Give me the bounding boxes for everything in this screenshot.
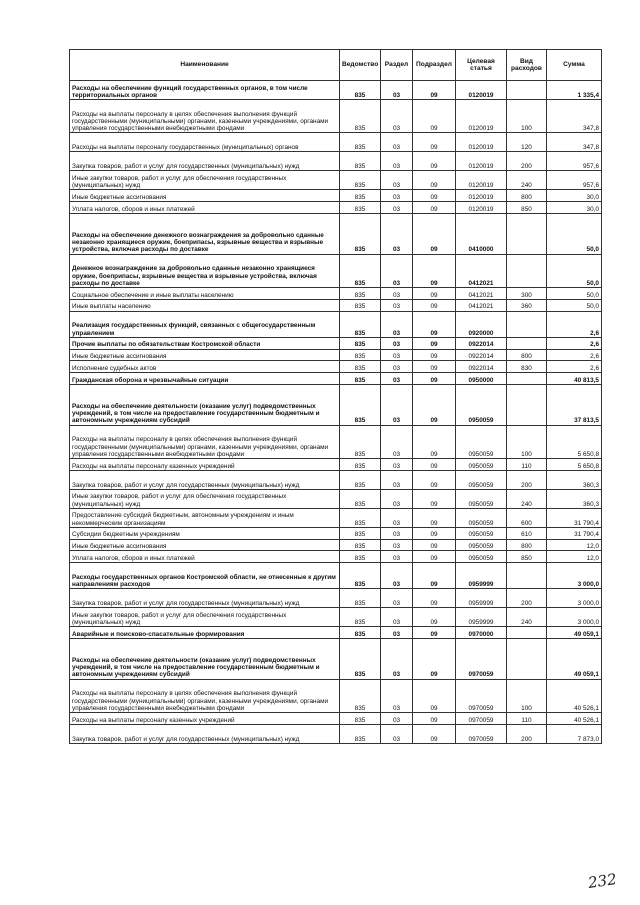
cell-summa: 3 000,0 xyxy=(547,563,602,589)
cell-vedomstvo: 835 xyxy=(340,508,381,527)
cell-name: Расходы на обеспечение функций государственных органов, в том числе территориальных органов xyxy=(70,81,340,100)
cell-vid-rashodov: 200 xyxy=(507,152,547,171)
cell-podrazdel: 09 xyxy=(413,508,456,527)
cell-vid-rashodov: 100 xyxy=(507,100,547,133)
cell-razdel: 03 xyxy=(381,458,413,470)
cell-summa: 37 813,5 xyxy=(547,384,602,425)
cell-podrazdel: 09 xyxy=(413,539,456,551)
cell-vid-rashodov xyxy=(507,213,547,254)
cell-vedomstvo: 835 xyxy=(340,384,381,425)
cell-podrazdel: 09 xyxy=(413,311,456,337)
cell-name: Аварийные и поисково-спасательные формирования xyxy=(70,627,340,639)
cell-summa: 40 526,1 xyxy=(547,713,602,725)
cell-summa: 2,6 xyxy=(547,361,602,373)
cell-summa: 3 000,0 xyxy=(547,589,602,608)
cell-podrazdel: 09 xyxy=(413,384,456,425)
cell-razdel: 03 xyxy=(381,202,413,214)
cell-podrazdel: 09 xyxy=(413,254,456,287)
cell-razdel: 03 xyxy=(381,349,413,361)
cell-vedomstvo: 835 xyxy=(340,337,381,349)
cell-podrazdel: 09 xyxy=(413,133,456,152)
cell-name: Социальное обеспечение и иные выплаты населению xyxy=(70,287,340,299)
cell-name: Иные закупки товаров, работ и услуг для обеспечения государственных (муниципальных) нужд xyxy=(70,171,340,190)
cell-razdel: 03 xyxy=(381,679,413,712)
cell-razdel: 03 xyxy=(381,713,413,725)
cell-podrazdel: 09 xyxy=(413,190,456,202)
cell-podrazdel: 09 xyxy=(413,470,456,489)
cell-razdel: 03 xyxy=(381,190,413,202)
table-row xyxy=(70,539,602,551)
cell-vid-rashodov xyxy=(507,563,547,589)
cell-vid-rashodov: 360 xyxy=(507,299,547,311)
budget-table xyxy=(69,49,602,744)
cell-podrazdel: 09 xyxy=(413,152,456,171)
cell-name: Иные закупки товаров, работ и услуг для обеспечения государственных (муниципальных) нужд xyxy=(70,489,340,508)
cell-vid-rashodov xyxy=(507,384,547,425)
cell-vedomstvo: 835 xyxy=(340,254,381,287)
cell-vedomstvo: 835 xyxy=(340,679,381,712)
cell-razdel: 03 xyxy=(381,563,413,589)
table-row xyxy=(70,213,602,254)
cell-podrazdel: 09 xyxy=(413,563,456,589)
cell-summa: 49 059,1 xyxy=(547,627,602,639)
cell-razdel: 03 xyxy=(381,299,413,311)
cell-razdel: 03 xyxy=(381,425,413,458)
cell-vid-rashodov: 850 xyxy=(507,551,547,563)
cell-name: Расходы на обеспечение деятельности (оказание услуг) подведомственных учреждений, в том числе на предоставление государственным бюджетным и автономным учреждениям субсидий xyxy=(70,639,340,680)
cell-vid-rashodov: 800 xyxy=(507,190,547,202)
cell-name: Реализация государственных функций, связанных с общегосударственным управлением xyxy=(70,311,340,337)
cell-podrazdel: 09 xyxy=(413,679,456,712)
cell-razdel: 03 xyxy=(381,384,413,425)
cell-name: Иные закупки товаров, работ и услуг для обеспечения государственных (муниципальных) нужд xyxy=(70,608,340,627)
cell-summa: 7 873,0 xyxy=(547,724,602,743)
cell-name: Расходы на выплаты персоналу в целях обеспечения выполнения функций государственными (муниципальными) органами, казенными учреждениями, органами управления государственными внебюджетными фондами xyxy=(70,425,340,458)
cell-razdel: 03 xyxy=(381,337,413,349)
cell-razdel: 03 xyxy=(381,171,413,190)
cell-summa: 2,6 xyxy=(547,337,602,349)
cell-vedomstvo: 835 xyxy=(340,724,381,743)
cell-celevaya-statya: 0120019 xyxy=(456,202,507,214)
cell-name: Иные бюджетные ассигнования xyxy=(70,349,340,361)
cell-vedomstvo: 835 xyxy=(340,489,381,508)
cell-vedomstvo: 835 xyxy=(340,361,381,373)
cell-vid-rashodov: 240 xyxy=(507,608,547,627)
table-body xyxy=(70,81,602,744)
table-row xyxy=(70,425,602,458)
header-celevaya-statya: Целевая статья xyxy=(456,50,507,81)
cell-celevaya-statya: 0120019 xyxy=(456,171,507,190)
cell-razdel: 03 xyxy=(381,608,413,627)
cell-summa: 50,0 xyxy=(547,213,602,254)
cell-podrazdel: 09 xyxy=(413,589,456,608)
cell-vid-rashodov: 110 xyxy=(507,458,547,470)
cell-celevaya-statya: 0950059 xyxy=(456,458,507,470)
header-vedomstvo: Ведомство xyxy=(340,50,381,81)
cell-podrazdel: 09 xyxy=(413,337,456,349)
cell-celevaya-statya: 0120019 xyxy=(456,81,507,100)
cell-vedomstvo: 835 xyxy=(340,713,381,725)
table-row xyxy=(70,254,602,287)
cell-summa: 347,8 xyxy=(547,100,602,133)
table-row xyxy=(70,508,602,527)
cell-vid-rashodov: 830 xyxy=(507,361,547,373)
cell-celevaya-statya: 0950059 xyxy=(456,489,507,508)
cell-summa: 12,0 xyxy=(547,551,602,563)
cell-razdel: 03 xyxy=(381,470,413,489)
cell-razdel: 03 xyxy=(381,361,413,373)
cell-celevaya-statya: 0970059 xyxy=(456,679,507,712)
cell-vedomstvo: 835 xyxy=(340,563,381,589)
cell-summa: 40 526,1 xyxy=(547,679,602,712)
cell-razdel: 03 xyxy=(381,508,413,527)
cell-podrazdel: 09 xyxy=(413,724,456,743)
cell-vedomstvo: 835 xyxy=(340,299,381,311)
table-row xyxy=(70,299,602,311)
cell-name: Расходы на выплаты персоналу казенных учреждений xyxy=(70,713,340,725)
cell-podrazdel: 09 xyxy=(413,527,456,539)
cell-celevaya-statya: 0950059 xyxy=(456,384,507,425)
cell-vid-rashodov: 100 xyxy=(507,679,547,712)
cell-name: Закупка товаров, работ и услуг для государственных (муниципальных) нужд xyxy=(70,152,340,171)
cell-razdel: 03 xyxy=(381,152,413,171)
cell-vedomstvo: 835 xyxy=(340,171,381,190)
cell-razdel: 03 xyxy=(381,551,413,563)
cell-podrazdel: 09 xyxy=(413,202,456,214)
cell-vedomstvo: 835 xyxy=(340,539,381,551)
cell-summa: 50,0 xyxy=(547,299,602,311)
cell-vid-rashodov xyxy=(507,373,547,385)
table-row xyxy=(70,724,602,743)
cell-vedomstvo: 835 xyxy=(340,311,381,337)
cell-podrazdel: 09 xyxy=(413,489,456,508)
cell-name: Закупка товаров, работ и услуг для государственных (муниципальных) нужд xyxy=(70,470,340,489)
cell-vid-rashodov: 850 xyxy=(507,202,547,214)
cell-celevaya-statya: 0950000 xyxy=(456,373,507,385)
cell-celevaya-statya: 0410000 xyxy=(456,213,507,254)
cell-summa: 347,8 xyxy=(547,133,602,152)
cell-razdel: 03 xyxy=(381,589,413,608)
cell-name: Расходы на выплаты персоналу казенных учреждений xyxy=(70,458,340,470)
cell-vedomstvo: 835 xyxy=(340,133,381,152)
cell-name: Закупка товаров, работ и услуг для государственных (муниципальных) нужд xyxy=(70,724,340,743)
cell-razdel: 03 xyxy=(381,539,413,551)
cell-summa: 12,0 xyxy=(547,539,602,551)
cell-vid-rashodov: 610 xyxy=(507,527,547,539)
cell-vid-rashodov: 200 xyxy=(507,470,547,489)
cell-celevaya-statya: 0950059 xyxy=(456,470,507,489)
table-row xyxy=(70,639,602,680)
cell-vedomstvo: 835 xyxy=(340,213,381,254)
cell-summa: 30,0 xyxy=(547,202,602,214)
cell-vid-rashodov: 800 xyxy=(507,349,547,361)
table-row xyxy=(70,489,602,508)
cell-vid-rashodov xyxy=(507,311,547,337)
cell-podrazdel: 09 xyxy=(413,349,456,361)
cell-vedomstvo: 835 xyxy=(340,81,381,100)
cell-vedomstvo: 835 xyxy=(340,349,381,361)
table-row xyxy=(70,373,602,385)
cell-summa: 31 790,4 xyxy=(547,527,602,539)
table-row xyxy=(70,349,602,361)
cell-summa: 360,3 xyxy=(547,489,602,508)
table-row xyxy=(70,337,602,349)
cell-celevaya-statya: 0950059 xyxy=(456,551,507,563)
cell-vid-rashodov: 100 xyxy=(507,425,547,458)
cell-vedomstvo: 835 xyxy=(340,202,381,214)
cell-name: Расходы на обеспечение деятельности (оказание услуг) подведомственных учреждений, в том числе на предоставление государственным бюджетным и автономным учреждениям субсидий xyxy=(70,384,340,425)
cell-vid-rashodov: 110 xyxy=(507,713,547,725)
cell-vedomstvo: 835 xyxy=(340,152,381,171)
table-row xyxy=(70,287,602,299)
cell-summa: 50,0 xyxy=(547,254,602,287)
table-row xyxy=(70,679,602,712)
cell-vid-rashodov xyxy=(507,639,547,680)
cell-vid-rashodov: 800 xyxy=(507,539,547,551)
cell-celevaya-statya: 0959999 xyxy=(456,608,507,627)
cell-name: Денежное вознаграждение за добровольно сданные незаконно хранящиеся оружие, боеприпасы, взрывные вещества и взрывные устройства, включая расходы по доставке xyxy=(70,254,340,287)
table-row xyxy=(70,311,602,337)
cell-celevaya-statya: 0412021 xyxy=(456,299,507,311)
cell-podrazdel: 09 xyxy=(413,713,456,725)
cell-vedomstvo: 835 xyxy=(340,639,381,680)
cell-summa: 50,0 xyxy=(547,287,602,299)
cell-razdel: 03 xyxy=(381,287,413,299)
cell-summa: 5 650,8 xyxy=(547,425,602,458)
cell-podrazdel: 09 xyxy=(413,551,456,563)
cell-vid-rashodov xyxy=(507,337,547,349)
table-row xyxy=(70,152,602,171)
cell-razdel: 03 xyxy=(381,373,413,385)
cell-razdel: 03 xyxy=(381,639,413,680)
cell-vid-rashodov xyxy=(507,254,547,287)
cell-vedomstvo: 835 xyxy=(340,627,381,639)
cell-name: Расходы на выплаты персоналу государственных (муниципальных) органов xyxy=(70,133,340,152)
cell-celevaya-statya: 0970000 xyxy=(456,627,507,639)
table-row xyxy=(70,458,602,470)
cell-celevaya-statya: 0120019 xyxy=(456,100,507,133)
cell-name: Иные выплаты населению xyxy=(70,299,340,311)
cell-vid-rashodov: 240 xyxy=(507,489,547,508)
cell-podrazdel: 09 xyxy=(413,458,456,470)
cell-vid-rashodov: 200 xyxy=(507,589,547,608)
cell-celevaya-statya: 0959999 xyxy=(456,589,507,608)
cell-celevaya-statya: 0120019 xyxy=(456,190,507,202)
table-row xyxy=(70,551,602,563)
cell-razdel: 03 xyxy=(381,100,413,133)
table-row xyxy=(70,470,602,489)
cell-vid-rashodov: 300 xyxy=(507,287,547,299)
cell-celevaya-statya: 0920000 xyxy=(456,311,507,337)
page-number: 232 xyxy=(586,870,618,892)
cell-celevaya-statya: 0922014 xyxy=(456,337,507,349)
cell-name: Иные бюджетные ассигнования xyxy=(70,539,340,551)
cell-name: Расходы на обеспечение денежного вознаграждения за добровольно сданные незаконно хранящиеся оружие, боеприпасы, взрывные вещества и взрывные устройства, включая расходы по доставке xyxy=(70,213,340,254)
cell-name: Исполнение судебных актов xyxy=(70,361,340,373)
cell-celevaya-statya: 0120019 xyxy=(456,152,507,171)
cell-razdel: 03 xyxy=(381,489,413,508)
table-row xyxy=(70,384,602,425)
cell-name: Предоставление субсидий бюджетным, автономным учреждениям и иным некоммерческим организациям xyxy=(70,508,340,527)
cell-vedomstvo: 835 xyxy=(340,287,381,299)
table-row xyxy=(70,361,602,373)
cell-celevaya-statya: 0922014 xyxy=(456,361,507,373)
cell-vid-rashodov xyxy=(507,627,547,639)
cell-vid-rashodov: 240 xyxy=(507,171,547,190)
cell-podrazdel: 09 xyxy=(413,299,456,311)
cell-celevaya-statya: 0120019 xyxy=(456,133,507,152)
header-summa: Сумма xyxy=(547,50,602,81)
table-row xyxy=(70,627,602,639)
cell-podrazdel: 09 xyxy=(413,213,456,254)
cell-vedomstvo: 835 xyxy=(340,373,381,385)
cell-razdel: 03 xyxy=(381,133,413,152)
table-row xyxy=(70,608,602,627)
cell-podrazdel: 09 xyxy=(413,627,456,639)
table-row xyxy=(70,527,602,539)
cell-vid-rashodov xyxy=(507,81,547,100)
cell-celevaya-statya: 0970059 xyxy=(456,639,507,680)
cell-vedomstvo: 835 xyxy=(340,470,381,489)
header-razdel: Раздел xyxy=(381,50,413,81)
cell-summa: 49 059,1 xyxy=(547,639,602,680)
table-row xyxy=(70,202,602,214)
cell-vedomstvo: 835 xyxy=(340,589,381,608)
cell-summa: 360,3 xyxy=(547,470,602,489)
cell-celevaya-statya: 0412021 xyxy=(456,287,507,299)
cell-name: Гражданская оборона и чрезвычайные ситуации xyxy=(70,373,340,385)
cell-razdel: 03 xyxy=(381,81,413,100)
cell-summa: 31 790,4 xyxy=(547,508,602,527)
budget-table-sheet xyxy=(69,49,601,744)
cell-summa: 2,6 xyxy=(547,311,602,337)
cell-vedomstvo: 835 xyxy=(340,608,381,627)
header-podrazdel: Подраздел xyxy=(413,50,456,81)
cell-name: Расходы государственных органов Костромской области, не отнесенные к другим направлениям расходов xyxy=(70,563,340,589)
cell-summa: 40 813,5 xyxy=(547,373,602,385)
cell-celevaya-statya: 0950059 xyxy=(456,425,507,458)
cell-razdel: 03 xyxy=(381,527,413,539)
cell-name: Расходы на выплаты персоналу в целях обеспечения выполнения функций государственными (муниципальными) органами, казенными учреждениями, органами управления государственными внебюджетными фондами xyxy=(70,679,340,712)
cell-celevaya-statya: 0970059 xyxy=(456,724,507,743)
cell-vedomstvo: 835 xyxy=(340,190,381,202)
cell-podrazdel: 09 xyxy=(413,81,456,100)
cell-vid-rashodov: 600 xyxy=(507,508,547,527)
cell-summa: 2,6 xyxy=(547,349,602,361)
table-row xyxy=(70,190,602,202)
cell-celevaya-statya: 0922014 xyxy=(456,349,507,361)
cell-name: Расходы на выплаты персоналу в целях обеспечения выполнения функций государственными (муниципальными) органами, казенными учреждениями, органами управления государственными внебюджетными фондами xyxy=(70,100,340,133)
cell-podrazdel: 09 xyxy=(413,287,456,299)
cell-razdel: 03 xyxy=(381,724,413,743)
table-row xyxy=(70,100,602,133)
cell-vedomstvo: 835 xyxy=(340,100,381,133)
cell-vedomstvo: 835 xyxy=(340,527,381,539)
cell-razdel: 03 xyxy=(381,254,413,287)
cell-podrazdel: 09 xyxy=(413,361,456,373)
cell-vedomstvo: 835 xyxy=(340,425,381,458)
cell-podrazdel: 09 xyxy=(413,171,456,190)
table-row xyxy=(70,563,602,589)
cell-podrazdel: 09 xyxy=(413,373,456,385)
cell-summa: 957,6 xyxy=(547,152,602,171)
table-row xyxy=(70,589,602,608)
cell-celevaya-statya: 0959999 xyxy=(456,563,507,589)
table-header-row xyxy=(70,50,602,81)
cell-summa: 3 000,0 xyxy=(547,608,602,627)
header-vid-rashodov: Вид расходов xyxy=(507,50,547,81)
cell-name: Закупка товаров, работ и услуг для государственных (муниципальных) нужд xyxy=(70,589,340,608)
table-row xyxy=(70,81,602,100)
cell-name: Уплата налогов, сборов и иных платежей xyxy=(70,551,340,563)
cell-razdel: 03 xyxy=(381,311,413,337)
cell-summa: 5 650,8 xyxy=(547,458,602,470)
cell-podrazdel: 09 xyxy=(413,639,456,680)
cell-vid-rashodov: 200 xyxy=(507,724,547,743)
cell-name: Прочие выплаты по обязательствам Костромской области xyxy=(70,337,340,349)
cell-vid-rashodov: 120 xyxy=(507,133,547,152)
cell-razdel: 03 xyxy=(381,213,413,254)
cell-razdel: 03 xyxy=(381,627,413,639)
table-row xyxy=(70,171,602,190)
cell-name: Уплата налогов, сборов и иных платежей xyxy=(70,202,340,214)
table-row xyxy=(70,713,602,725)
cell-summa: 957,6 xyxy=(547,171,602,190)
cell-vedomstvo: 835 xyxy=(340,458,381,470)
cell-name: Субсидии бюджетным учреждениям xyxy=(70,527,340,539)
header-name: Наименование xyxy=(70,50,340,81)
cell-celevaya-statya: 0950059 xyxy=(456,539,507,551)
cell-celevaya-statya: 0412021 xyxy=(456,254,507,287)
cell-vedomstvo: 835 xyxy=(340,551,381,563)
cell-summa: 1 335,4 xyxy=(547,81,602,100)
cell-podrazdel: 09 xyxy=(413,425,456,458)
cell-celevaya-statya: 0970059 xyxy=(456,713,507,725)
cell-podrazdel: 09 xyxy=(413,608,456,627)
cell-podrazdel: 09 xyxy=(413,100,456,133)
table-row xyxy=(70,133,602,152)
cell-name: Иные бюджетные ассигнования xyxy=(70,190,340,202)
cell-summa: 30,0 xyxy=(547,190,602,202)
cell-celevaya-statya: 0950059 xyxy=(456,508,507,527)
cell-celevaya-statya: 0950059 xyxy=(456,527,507,539)
